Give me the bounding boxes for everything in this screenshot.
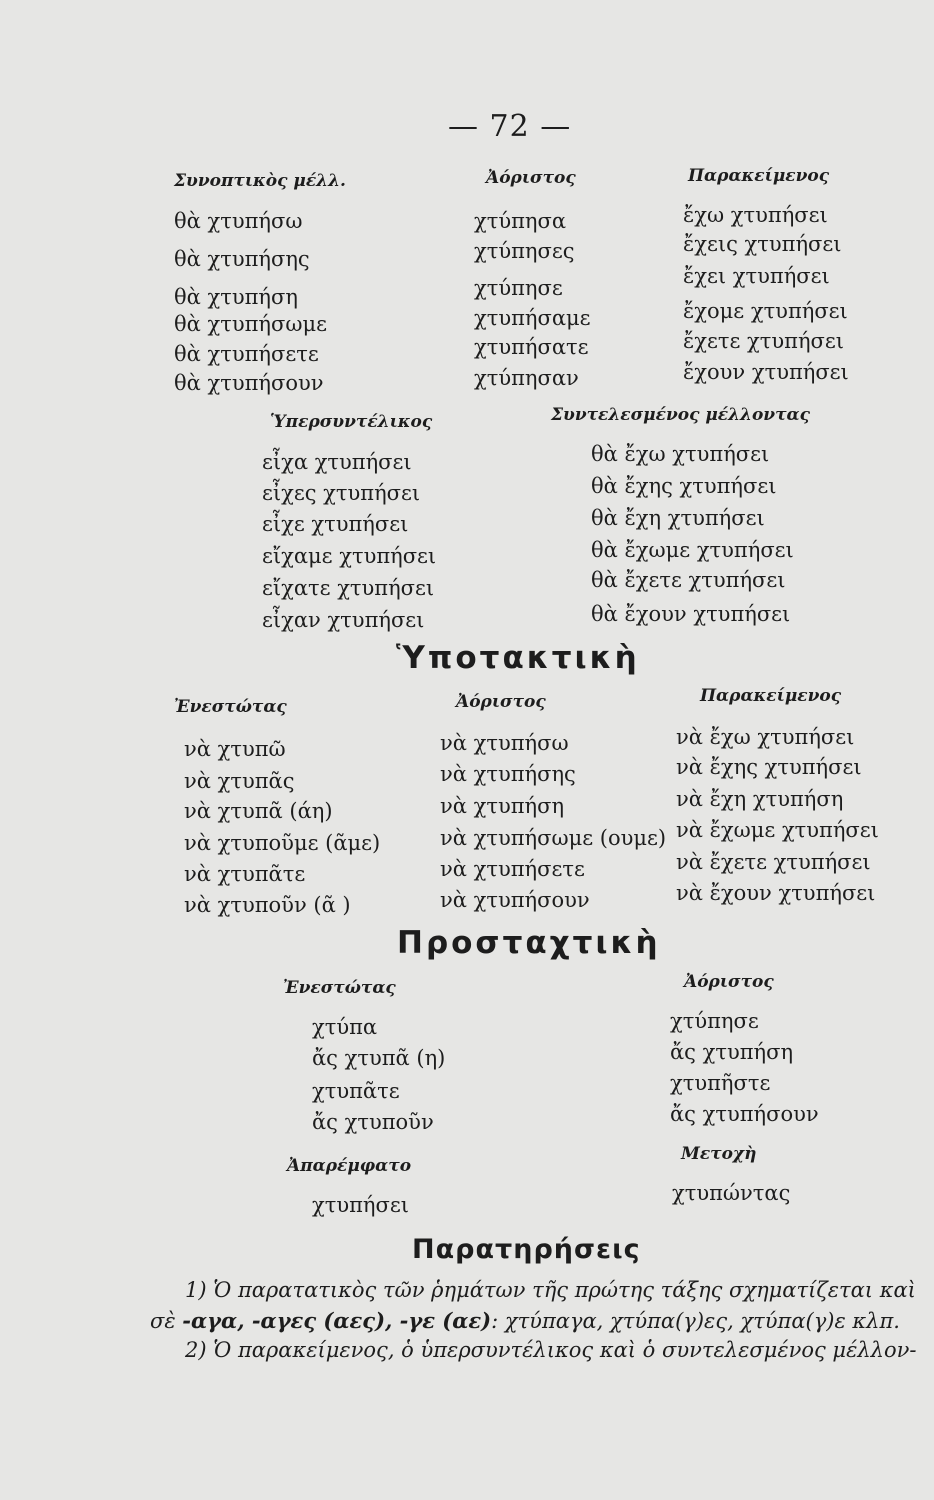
note-1-endings: -αγα, -αγες (αες), -γε (αε) [182,1308,492,1333]
note-2-line-1: 2) Ὁ παρακείμενος, ὁ ὑπερσυντέλικος καὶ ὁ συντελεσμένος μέλλον- [185,1338,917,1362]
form-synoptikos-1: θὰ χτυπήσω [174,209,303,233]
form-ypotaktiki-enestotas-3: νὰ χτυπᾶ (άη) [184,799,333,823]
form-metochi: χτυπώντας [672,1181,791,1205]
note-1-line-1: 1) Ὁ παρατατικὸς τῶν ῥημάτων τῆς πρώτης τάξης σχηματίζεται καὶ [185,1278,916,1302]
form-prostaktiki-enestotas-4: ἄς χτυποῦν [312,1110,434,1134]
heading-synoptikos: Συνοπτικὸς μέλλ. [174,171,346,191]
form-prostaktiki-aoristos-2: ἄς χτυπήση [670,1040,794,1064]
form-ypersyntelikos-3: εἶχε χτυπήσει [262,512,409,536]
form-aoristos-2: χτύπησες [474,239,575,263]
form-ypotaktiki-enestotas-4: νὰ χτυποῦμε (ᾶμε) [184,831,381,855]
heading-aparemfato: Ἀπαρέμφατο [287,1156,412,1176]
heading-prostaktiki-aoristos: Ἀόριστος [684,972,774,992]
form-ypersyntelikos-5: εἴχατε χτυπήσει [262,576,435,600]
heading-ypersyntelikos: Ὑπερσυντέλικος [270,412,433,432]
form-prostaktiki-aoristos-4: ἄς χτυπήσουν [670,1102,819,1126]
form-ypersyntelikos-2: εἶχες χτυπήσει [262,481,421,505]
form-prostaktiki-aoristos-1: χτύπησε [670,1009,759,1033]
form-synoptikos-3: θὰ χτυπήση [174,285,298,309]
form-parakeimenos-2: ἔχεις χτυπήσει [683,232,842,256]
form-ypersyntelikos-6: εἶχαν χτυπήσει [262,608,425,632]
form-ypersyntelikos-4: εἴχαμε χτυπήσει [262,544,437,568]
form-ypotaktiki-parakeimenos-3: νὰ ἔχη χτυπήση [676,787,844,811]
heading-aoristos: Ἀόριστος [486,168,576,188]
form-aoristos-6: χτύπησαν [474,366,579,390]
form-syntelesmenos-6: θὰ ἔχουν χτυπήσει [591,602,791,626]
form-ypotaktiki-enestotas-1: νὰ χτυπῶ [184,737,286,761]
form-aoristos-3: χτύπησε [474,276,563,300]
form-aoristos-5: χτυπήσατε [474,335,589,359]
heading-ypotaktiki-aoristos: Ἀόριστος [456,692,546,712]
page-number: — 72 — [448,109,572,144]
heading-syntelesmenos: Συντελεσμένος μέλλοντας [551,405,810,425]
form-ypotaktiki-enestotas-5: νὰ χτυπᾶτε [184,862,306,886]
form-ypotaktiki-parakeimenos-5: νὰ ἔχετε χτυπήσει [676,850,871,874]
form-prostaktiki-enestotas-3: χτυπᾶτε [312,1079,400,1103]
form-ypotaktiki-aoristos-6: νὰ χτυπήσουν [440,888,590,912]
form-parakeimenos-1: ἔχω χτυπήσει [683,203,828,227]
form-prostaktiki-enestotas-1: χτύπα [312,1015,378,1039]
form-ypotaktiki-parakeimenos-4: νὰ ἔχωμε χτυπήσει [676,818,879,842]
heading-metochi: Μετοχὴ [681,1144,757,1164]
form-synoptikos-5: θὰ χτυπήσετε [174,342,319,366]
note-1-prefix: σὲ [150,1309,176,1333]
form-ypotaktiki-enestotas-6: νὰ χτυποῦν (ᾶ ) [184,893,351,917]
form-ypotaktiki-aoristos-1: νὰ χτυπήσω [440,731,569,755]
heading-ypotaktiki-enestotas: Ἐνεστώτας [174,697,287,717]
form-ypotaktiki-enestotas-2: νὰ χτυπᾶς [184,769,295,793]
heading-ypotaktiki-parakeimenos: Παρακείμενος [700,686,842,706]
form-ypotaktiki-aoristos-4: νὰ χτυπήσωμε (ουμε) [440,826,667,850]
form-parakeimenos-4: ἔχομε χτυπήσει [683,299,848,323]
form-parakeimenos-6: ἔχουν χτυπήσει [683,360,849,384]
form-aoristos-1: χτύπησα [474,209,567,233]
form-parakeimenos-3: ἔχει χτυπήσει [683,264,830,288]
form-ypotaktiki-parakeimenos-6: νὰ ἔχουν χτυπήσει [676,881,876,905]
form-prostaktiki-enestotas-2: ἄς χτυπᾶ (η) [312,1046,446,1070]
form-ypotaktiki-parakeimenos-2: νὰ ἔχης χτυπήσει [676,755,862,779]
form-parakeimenos-5: ἔχετε χτυπήσει [683,329,844,353]
note-1-line-2 [150,1310,900,1332]
form-synoptikos-6: θὰ χτυπήσουν [174,371,324,395]
heading-prostaktiki-enestotas: Ἐνεστώτας [283,978,396,998]
form-aoristos-4: χτυπήσαμε [474,306,591,330]
section-title-prostaktiki: Προσταχτικὴ [397,925,661,961]
form-syntelesmenos-3: θὰ ἔχη χτυπήσει [591,506,765,530]
form-synoptikos-2: θὰ χτυπήσης [174,247,310,271]
form-ypersyntelikos-1: εἶχα χτυπήσει [262,450,412,474]
form-prostaktiki-aoristos-3: χτυπῆστε [670,1071,771,1095]
form-ypotaktiki-aoristos-5: νὰ χτυπήσετε [440,857,585,881]
form-synoptikos-4: θὰ χτυπήσωμε [174,312,327,336]
heading-parakeimenos: Παρακείμενος [688,166,830,186]
note-1-examples: : χτύπαγα, χτύπα(γ)ες, χτύπα(γ)ε κλπ. [491,1309,900,1333]
section-title-paratiriseis: Παρατηρήσεις [412,1234,641,1265]
form-ypotaktiki-parakeimenos-1: νὰ ἔχω χτυπήσει [676,725,855,749]
form-syntelesmenos-4: θὰ ἔχωμε χτυπήσει [591,538,794,562]
form-syntelesmenos-2: θὰ ἔχης χτυπήσει [591,474,777,498]
section-title-ypotaktiki: Ὑποτακτικὴ [396,640,640,676]
form-ypotaktiki-aoristos-3: νὰ χτυπήση [440,794,565,818]
form-aparemfato: χτυπήσει [312,1193,409,1217]
form-syntelesmenos-1: θὰ ἔχω χτυπήσει [591,442,770,466]
form-ypotaktiki-aoristos-2: νὰ χτυπήσης [440,762,576,786]
form-syntelesmenos-5: θὰ ἔχετε χτυπήσει [591,568,786,592]
